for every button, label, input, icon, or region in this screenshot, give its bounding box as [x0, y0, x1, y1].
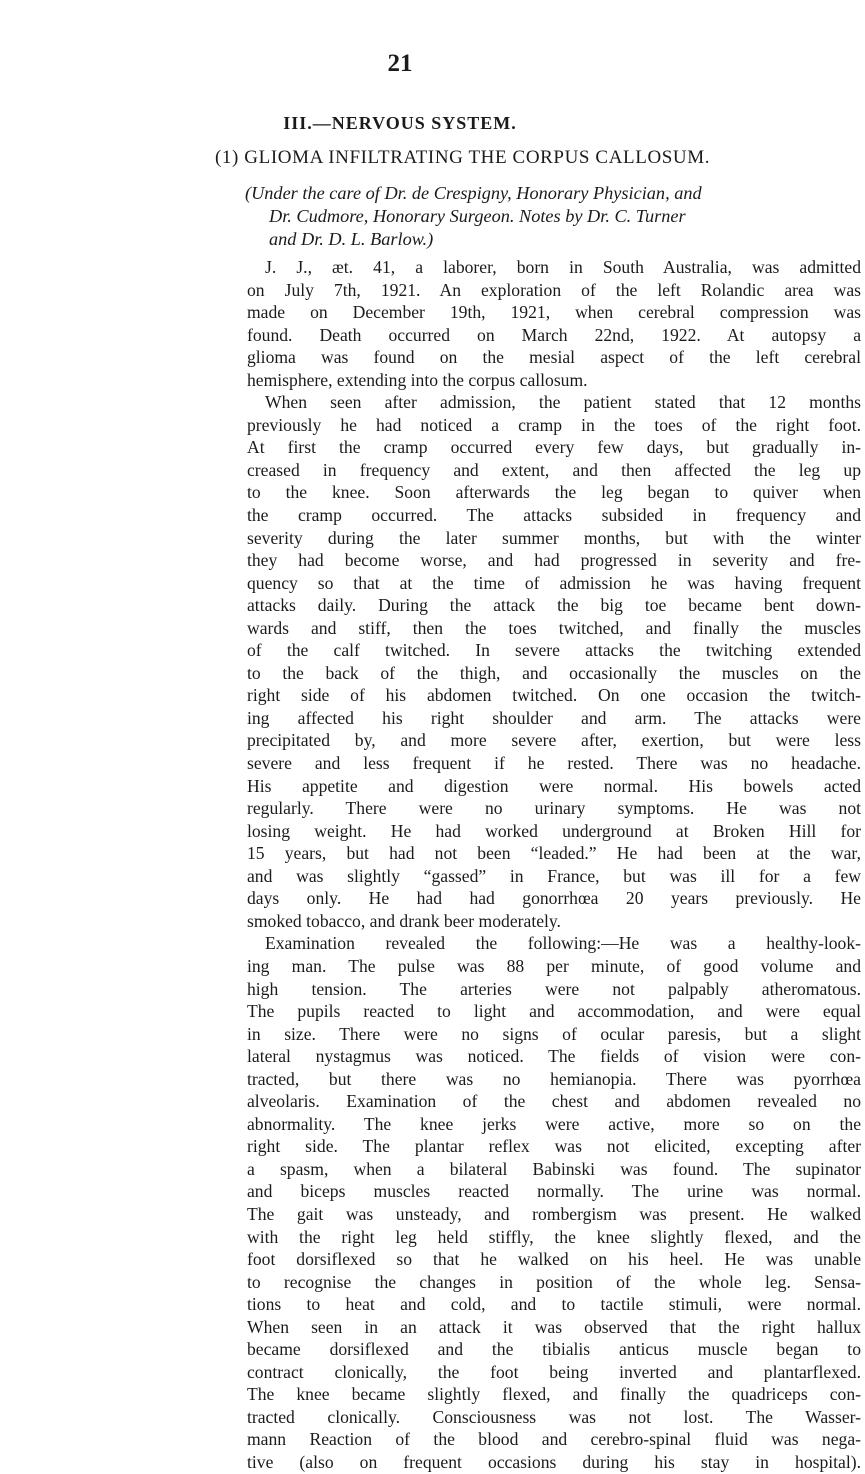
attribution-line: (Under the care of Dr. de Crespigny, Honorary Physician, and	[245, 183, 702, 203]
body-line: Examination revealed the following:—He was a healthy-look-	[265, 933, 861, 954]
body-line: regularly. There were no urinary symptoms. He was not	[247, 798, 861, 819]
body-line: His appetite and digestion were normal. His bowels acted	[247, 775, 861, 796]
body-line: they had become worse, and had progressed in severity and fre-	[247, 550, 861, 571]
attribution-line: and Dr. D. L. Barlow.)	[269, 229, 434, 249]
body-line: The pupils reacted to light and accommodation, and were equal	[247, 1001, 861, 1022]
body-line: and was slightly “gassed” in France, but was ill for a few	[247, 865, 861, 886]
body-line: high tension. The arteries were not palpably atheromatous.	[247, 978, 861, 999]
body-line: quency so that at the time of admission he was having frequent	[247, 572, 861, 593]
body-line: in size. There were no signs of ocular paresis, but a slight	[247, 1023, 861, 1044]
body-line: mann Reaction of the blood and cerebro-spinal fluid was nega-	[247, 1429, 861, 1450]
body-line: precipitated by, and more severe after, exertion, but were less	[247, 730, 861, 751]
attribution-note	[245, 182, 865, 251]
body-line: tracted clonically. Consciousness was not lost. The Wasser-	[247, 1406, 861, 1427]
body-line: and biceps muscles reacted normally. The urine was normal.	[247, 1181, 861, 1202]
body-line: ing affected his right shoulder and arm. The attacks were	[247, 707, 861, 728]
body-line: on July 7th, 1921. An exploration of the left Rolandic area was	[247, 279, 861, 300]
body-line: alveolaris. Examination of the chest and abdomen revealed no	[247, 1091, 861, 1112]
body-line: wards and stiff, then the toes twitched, and finally the muscles	[247, 617, 861, 638]
body-line: At first the cramp occurred every few days, but gradually in-	[247, 437, 861, 458]
body-line: glioma was found on the mesial aspect of the left cerebral	[247, 347, 861, 368]
body-line: tive (also on frequent occasions during his stay in hospital).	[247, 1451, 861, 1472]
body-line: tions to heat and cold, and to tactile stimuli, were normal.	[247, 1294, 861, 1315]
body-line: losing weight. He had worked underground at Broken Hill for	[247, 820, 861, 841]
body-line: became dorsiflexed and the tibialis anticus muscle began to	[247, 1339, 861, 1360]
body-line: creased in frequency and extent, and then affected the leg up	[247, 459, 861, 480]
body-line: contract clonically, the foot being inverted and plantarflexed.	[247, 1361, 861, 1382]
body-line: right side. The plantar reflex was not elicited, excepting after	[247, 1136, 861, 1157]
body-line: foot dorsiflexed so that he walked on his heel. He was unable	[247, 1249, 861, 1270]
body-line: ing man. The pulse was 88 per minute, of good volume and	[247, 955, 861, 976]
body-line: The knee became slightly flexed, and finally the quadriceps con-	[247, 1384, 861, 1405]
body-line: 15 years, but had not been “leaded.” He had been at the war,	[247, 843, 861, 864]
body-line: to the knee. Soon afterwards the leg began to quiver when	[247, 482, 861, 503]
body-line: to the back of the thigh, and occasionally the muscles on the	[247, 662, 861, 683]
body-line: the cramp occurred. The attacks subsided in frequency and	[247, 505, 861, 526]
body-line: of the calf twitched. In severe attacks the twitching extended	[247, 640, 861, 661]
case-report-body	[247, 256, 861, 1474]
body-line: The gait was unsteady, and rombergism was present. He walked	[247, 1203, 861, 1224]
body-line: severe and less frequent if he rested. There was no headache.	[247, 753, 861, 774]
section-title: III.—NERVOUS SYSTEM.	[283, 113, 517, 133]
attribution-line: Dr. Cudmore, Honorary Surgeon. Notes by Dr. C. Turner	[269, 206, 686, 226]
body-line: to recognise the changes in position of the whole leg. Sensa-	[247, 1271, 861, 1292]
body-line: days only. He had had gonorrhœa 20 years previously. He	[247, 888, 861, 909]
body-line: previously he had noticed a cramp in the toes of the right foot.	[247, 414, 861, 435]
body-line: a spasm, when a bilateral Babinski was found. The supinator	[247, 1158, 861, 1179]
body-line: made on December 19th, 1921, when cerebral compression was	[247, 302, 861, 323]
body-line: hemisphere, extending into the corpus callosum.	[247, 369, 588, 390]
body-line: J. J., æt. 41, a laborer, born in South Australia, was admitted	[265, 257, 861, 277]
body-line: lateral nystagmus was noticed. The fields of vision were con-	[247, 1046, 861, 1067]
page-number: 21	[387, 50, 413, 77]
body-line: tracted, but there was no hemianopia. There was pyorrhœa	[247, 1068, 861, 1089]
body-line: right side of his abdomen twitched. On one occasion the twitch-	[247, 685, 861, 706]
body-line: When seen after admission, the patient stated that 12 months	[265, 392, 861, 413]
body-line: abnormality. The knee jerks were active, more so on the	[247, 1113, 861, 1134]
body-line: When seen in an attack it was observed that the right hallux	[247, 1316, 861, 1337]
body-line: found. Death occurred on March 22nd, 1922. At autopsy a	[247, 324, 861, 345]
body-line: with the right leg held stiffly, the knee slightly flexed, and the	[247, 1226, 861, 1247]
body-line: smoked tobacco, and drank beer moderately.	[247, 910, 561, 931]
body-line: attacks daily. During the attack the big toe became bent down-	[247, 595, 861, 616]
body-line: severity during the later summer months, but with the winter	[247, 527, 861, 548]
case-title: (1) GLIOMA INFILTRATING THE CORPUS CALLOSUM.	[215, 147, 711, 168]
